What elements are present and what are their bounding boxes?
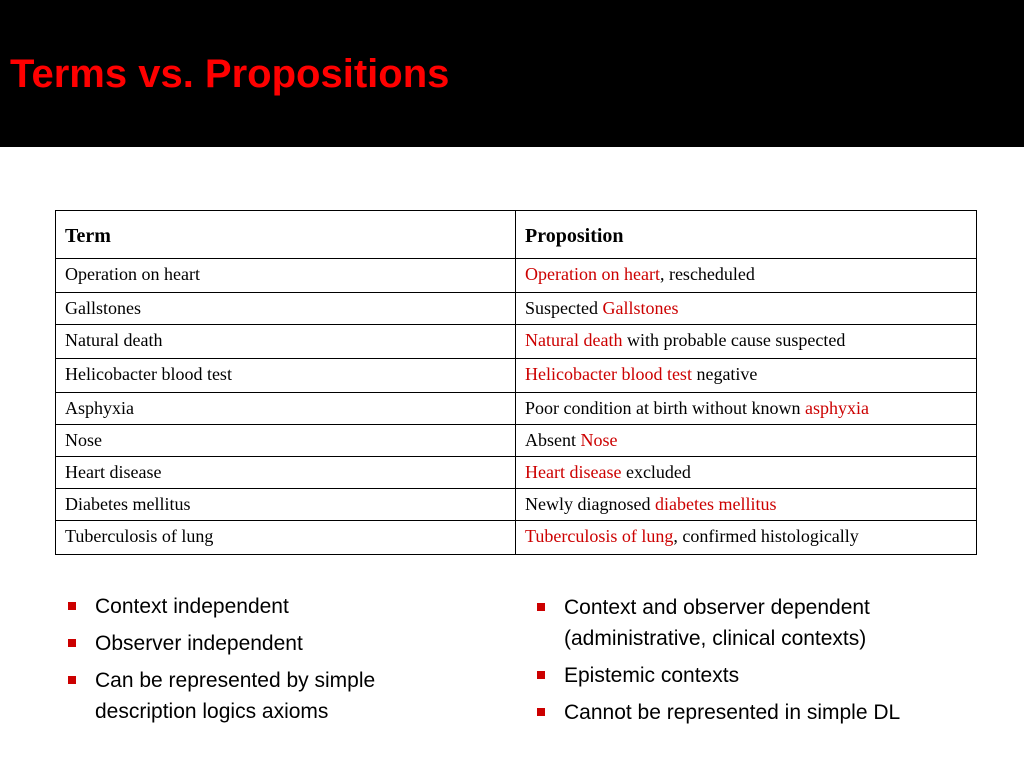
square-bullet-icon xyxy=(537,603,545,611)
header-proposition: Proposition xyxy=(516,211,977,259)
bullet-text: Cannot be represented in simple DL xyxy=(564,701,901,724)
proposition-cell xyxy=(516,359,977,393)
table-row xyxy=(56,325,977,359)
term-bullet-item xyxy=(65,628,465,659)
highlighted-term: Operation on heart xyxy=(525,264,660,284)
proposition-bullet-item xyxy=(534,697,994,728)
proposition-bullet-item xyxy=(534,592,994,654)
term-cell: Tuberculosis of lung xyxy=(56,521,516,555)
table-row xyxy=(56,393,977,425)
proposition-text: Suspected xyxy=(525,298,603,318)
square-bullet-icon xyxy=(537,671,545,679)
terms-propositions-table xyxy=(55,210,977,555)
proposition-text: Newly diagnosed xyxy=(525,494,655,514)
proposition-text: negative xyxy=(691,364,758,384)
square-bullet-icon xyxy=(68,639,76,647)
proposition-cell xyxy=(516,259,977,293)
table-row xyxy=(56,259,977,293)
table-row xyxy=(56,457,977,489)
title-bar xyxy=(0,0,1024,147)
proposition-cell xyxy=(516,425,977,457)
term-bullet-item xyxy=(65,591,465,622)
table-header-row xyxy=(56,211,977,259)
proposition-bullet-item xyxy=(534,660,994,691)
proposition-text: Poor condition at birth without known xyxy=(525,398,805,418)
proposition-cell xyxy=(516,325,977,359)
proposition-text: excluded xyxy=(621,462,691,482)
term-properties-list xyxy=(65,591,465,733)
proposition-cell xyxy=(516,393,977,425)
proposition-properties-list xyxy=(534,592,994,734)
highlighted-term: Tuberculosis of lung xyxy=(525,526,674,546)
proposition-text: with probable cause suspected xyxy=(622,330,846,350)
term-cell: Gallstones xyxy=(56,293,516,325)
proposition-text: Absent xyxy=(525,430,581,450)
table-row xyxy=(56,489,977,521)
highlighted-term: Heart disease xyxy=(525,462,622,482)
highlighted-term: Helicobacter blood test xyxy=(525,364,692,384)
square-bullet-icon xyxy=(68,602,76,610)
bullet-text: Context independent xyxy=(95,595,289,618)
term-bullet-item xyxy=(65,665,465,727)
term-cell: Asphyxia xyxy=(56,393,516,425)
header-term: Term xyxy=(56,211,516,259)
highlighted-term: Natural death xyxy=(525,330,623,350)
term-cell: Nose xyxy=(56,425,516,457)
proposition-cell xyxy=(516,489,977,521)
proposition-cell xyxy=(516,293,977,325)
term-cell: Helicobacter blood test xyxy=(56,359,516,393)
highlighted-term: diabetes mellitus xyxy=(654,494,777,514)
table-row xyxy=(56,425,977,457)
table-row xyxy=(56,359,977,393)
term-cell: Heart disease xyxy=(56,457,516,489)
bullet-text: Epistemic contexts xyxy=(564,664,740,687)
highlighted-term: Nose xyxy=(580,430,618,450)
term-cell: Natural death xyxy=(56,325,516,359)
proposition-cell xyxy=(516,521,977,555)
table-row xyxy=(56,293,977,325)
proposition-cell xyxy=(516,457,977,489)
slide-title: Terms vs. Propositions xyxy=(10,52,450,96)
proposition-text: , rescheduled xyxy=(659,264,755,284)
highlighted-term: asphyxia xyxy=(804,398,869,418)
highlighted-term: Gallstones xyxy=(602,298,679,318)
proposition-text: , confirmed histologically xyxy=(673,526,859,546)
bullet-text: Observer independent xyxy=(95,632,303,655)
square-bullet-icon xyxy=(68,676,76,684)
term-cell: Operation on heart xyxy=(56,259,516,293)
square-bullet-icon xyxy=(537,708,545,716)
table-row xyxy=(56,521,977,555)
bullet-text: Context and observer dependent (administrative, clinical contexts) xyxy=(564,596,870,650)
term-cell: Diabetes mellitus xyxy=(56,489,516,521)
bullet-text: Can be represented by simple description logics axioms xyxy=(95,669,376,723)
